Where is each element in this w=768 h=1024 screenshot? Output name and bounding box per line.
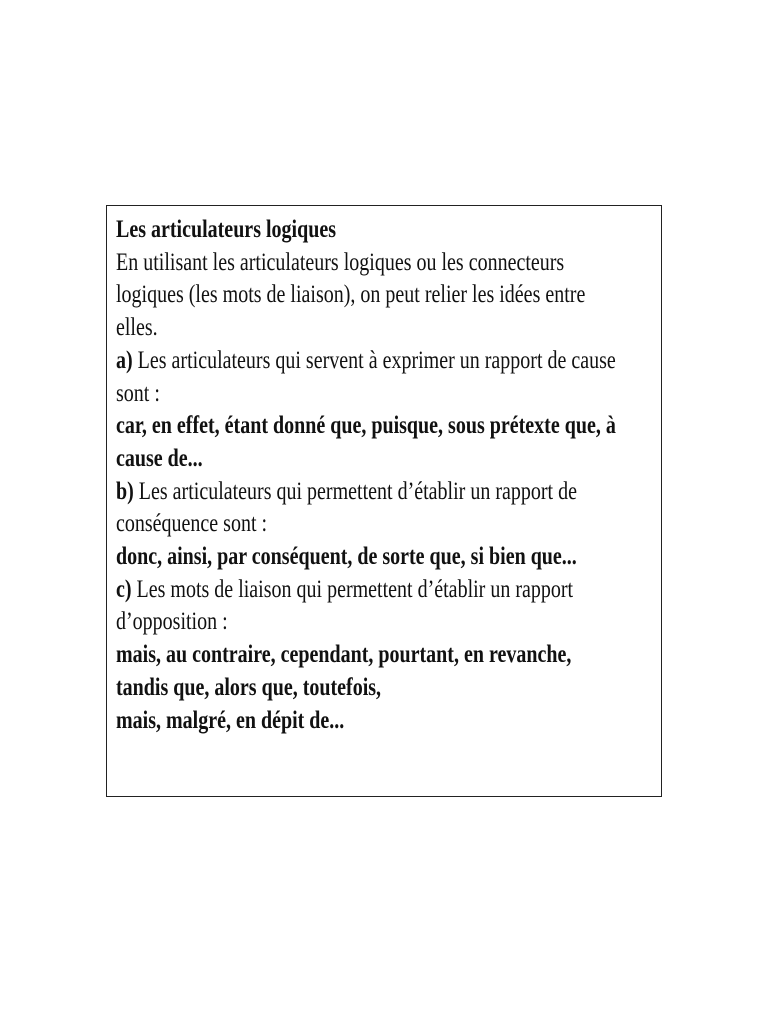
section-c-examples-3: mais, malgré, en dépit de... [116, 706, 345, 734]
section-a-line-1 [116, 345, 652, 378]
section-b-examples-1: donc, ainsi, par conséquent, de sorte que, si bien que... [116, 543, 577, 571]
section-c-examples-2: tandis que, alors que, toutefois, [116, 673, 382, 701]
section-a-examples-1: car, en effet, étant donné que, puisque, sous prétexte que, à [116, 412, 616, 440]
section-a-text: Les articulateurs qui servent à exprimer un rapport de cause [132, 346, 616, 374]
intro-line-2: logiques (les mots de liaison), on peut relier les idées entre [116, 281, 586, 309]
section-c-line-2: d’opposition : [116, 608, 228, 636]
section-c-marker: c) [116, 575, 132, 603]
content-box [106, 205, 662, 797]
intro-line-3: elles. [116, 314, 158, 342]
section-c-examples-1: mais, au contraire, cependant, pourtant, en revanche, [116, 641, 572, 669]
section-a-examples-2: cause de... [116, 444, 203, 472]
section-c-text: Les mots de liaison qui permettent d’établir un rapport [131, 575, 574, 603]
document-title: Les articulateurs logiques [116, 216, 336, 243]
intro-line-1: En utilisant les articulateurs logiques ou les connecteurs [116, 248, 565, 276]
section-a-line-2: sont : [116, 379, 160, 407]
section-b-line-1 [116, 476, 652, 509]
section-c-line-1 [116, 574, 652, 607]
section-b-line-2: conséquence sont : [116, 510, 268, 538]
section-b-marker: b) [116, 477, 134, 505]
section-a-marker: a) [116, 346, 133, 374]
section-b-text: Les articulateurs qui permettent d’établir un rapport de [133, 477, 577, 505]
